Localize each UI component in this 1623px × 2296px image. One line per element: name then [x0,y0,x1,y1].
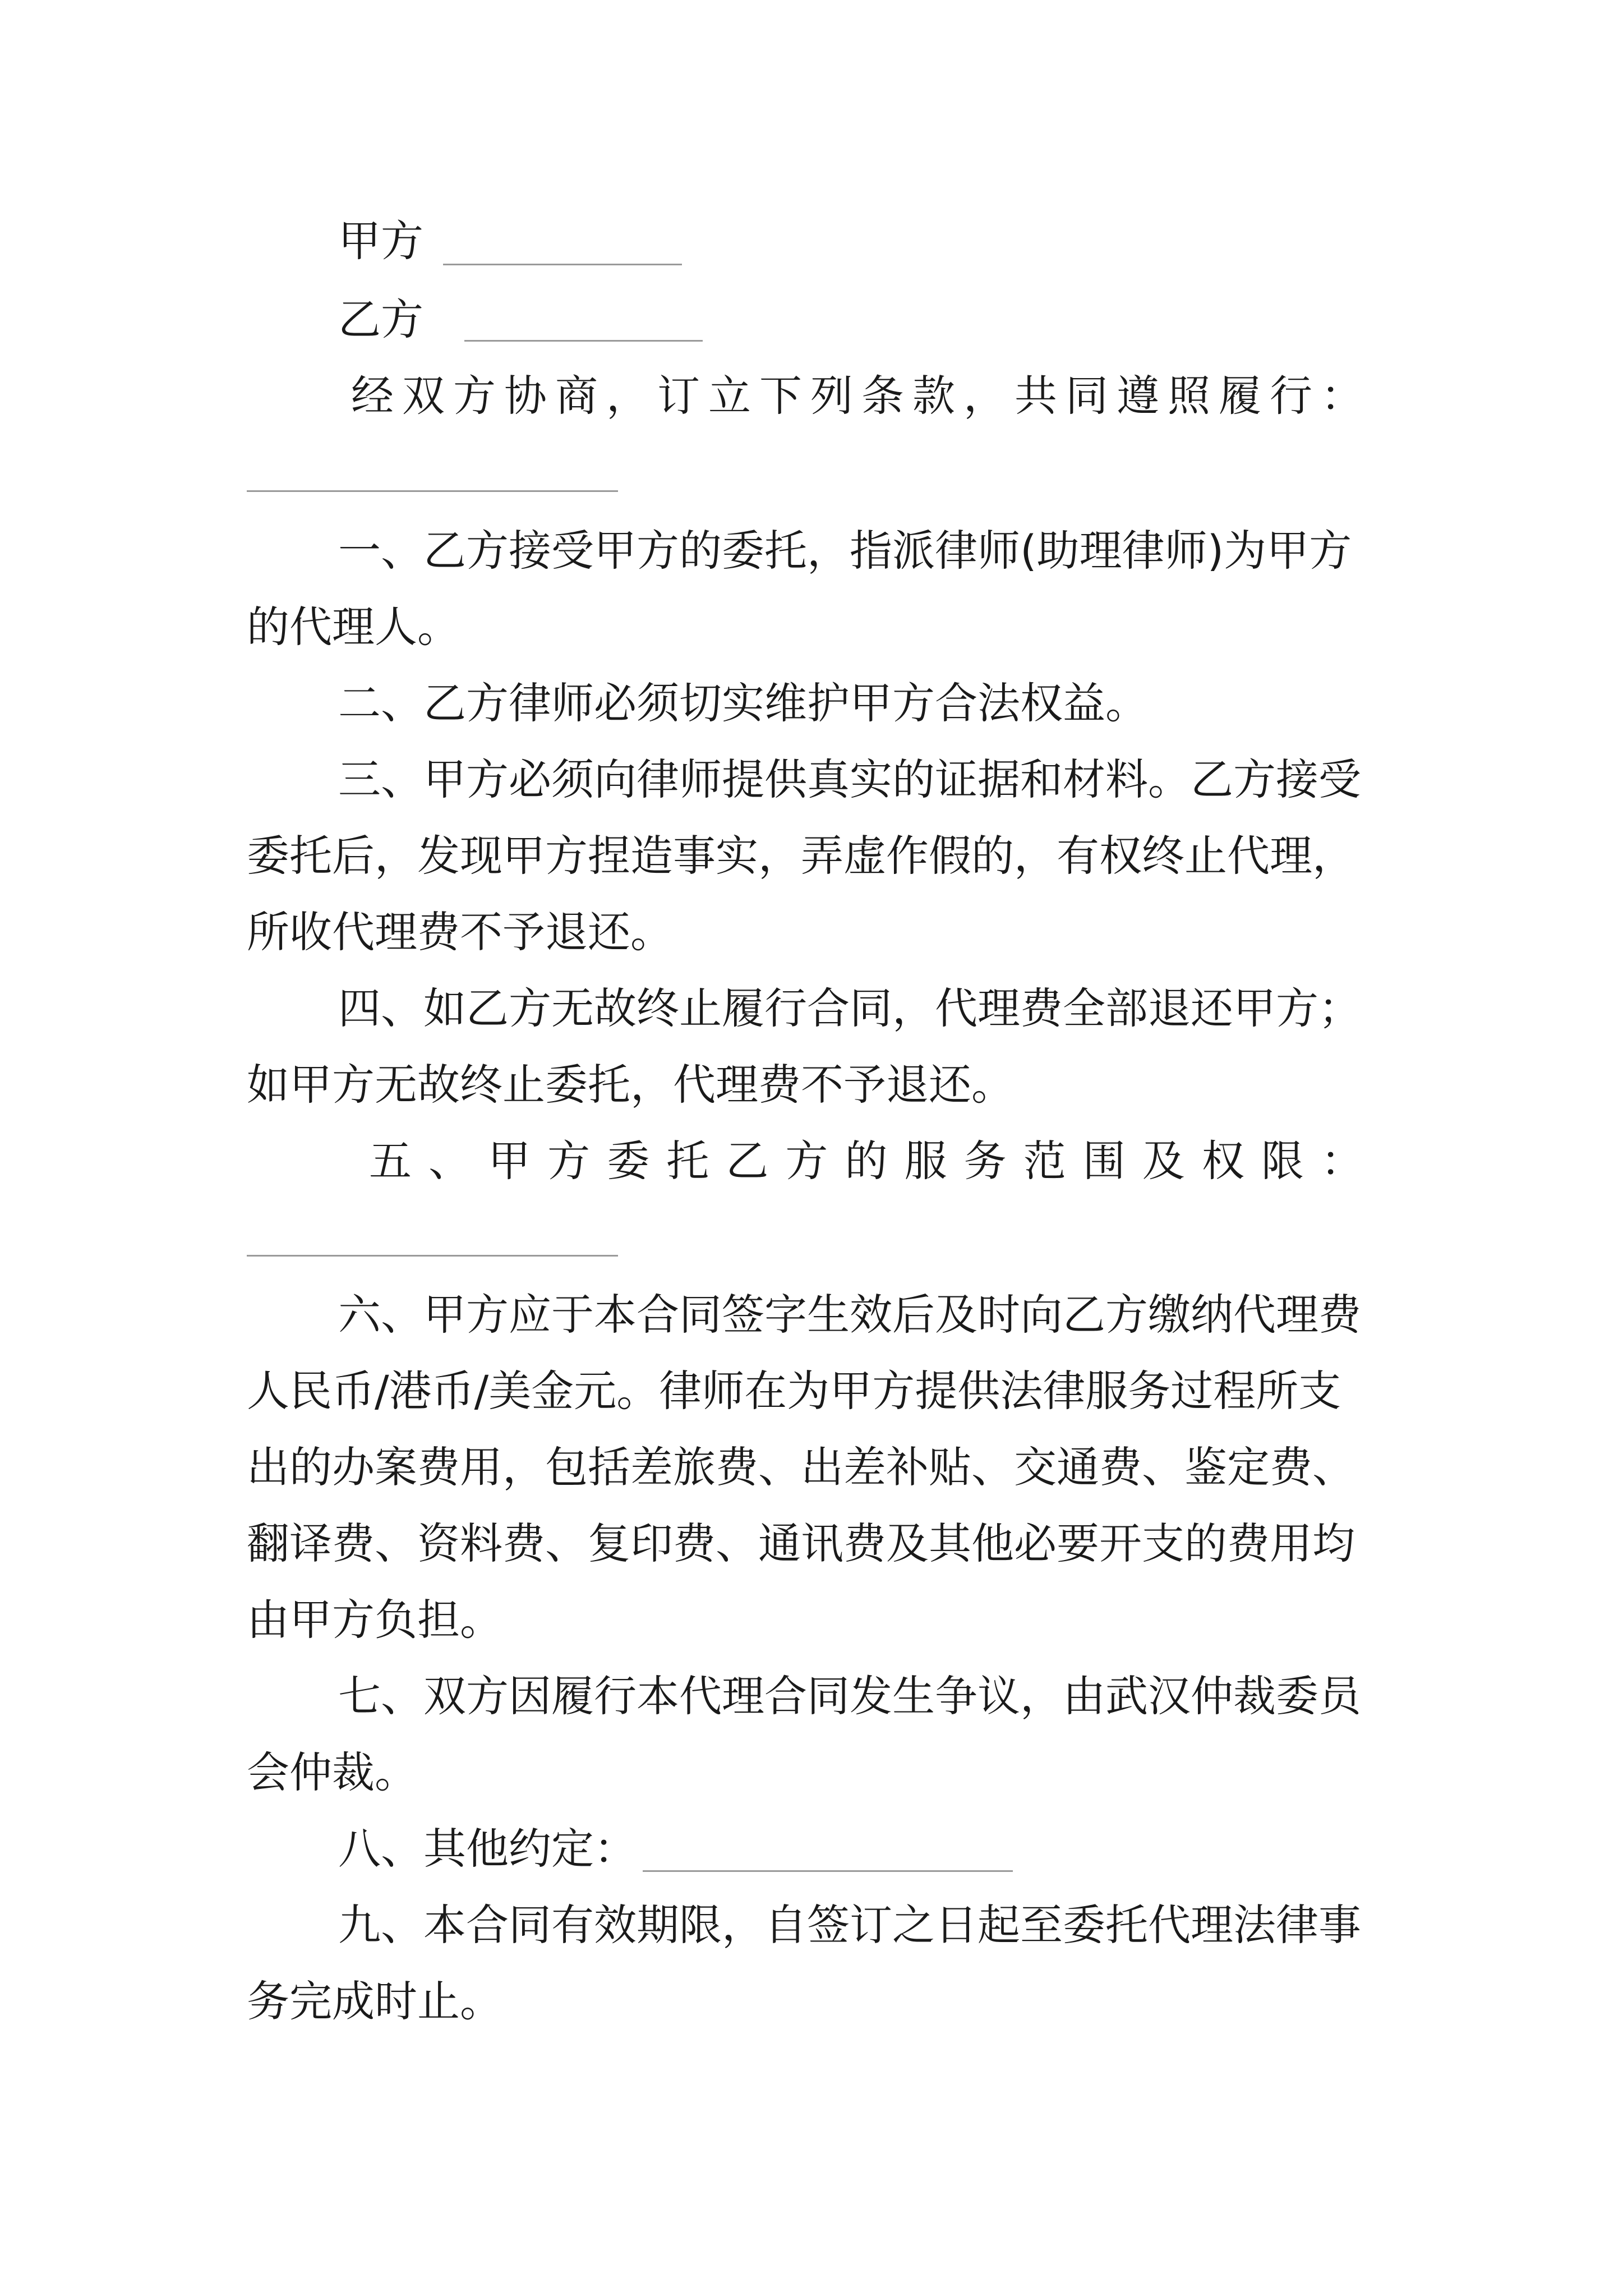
clause-1-line-1: 一、乙方接受甲方的委托，指派律师(助理律师)为甲方 [338,526,1352,576]
clause-3-line-2: 委托后，发现甲方捏造事实，弄虚作假的，有权终止代理， [247,831,1355,881]
party-b-blank [464,340,703,342]
clause-7-line-2: 会仲裁。 [247,1747,417,1797]
clause-9-line-2: 务完成时止。 [247,1976,502,2026]
clause-6-line-5: 由甲方负担。 [247,1595,502,1645]
clause-3-line-1: 三、甲方必须向律师提供真实的证据和材料。乙方接受 [338,754,1361,804]
clause-6-line-1: 六、甲方应于本合同签字生效后及时向乙方缴纳代理费 [338,1290,1361,1340]
clause-7-line-1: 七、双方因履行本代理合同发生争议，由武汉仲裁委员 [338,1671,1361,1721]
clause-5-line [369,1136,1363,1186]
party-b-label: 乙方 [338,295,423,344]
party-a-blank [443,264,682,265]
party-a-label: 甲方 [338,216,423,266]
clause-8-blank [643,1870,1013,1872]
clause-6-line-2: 人民币/港币/美金元。律师在为甲方提供法律服务过程所支 [247,1366,1341,1416]
preamble: 经双方协商，订立下列条款，共同遵照履行： [351,371,1363,421]
preamble-blank [247,490,618,492]
clause-9-line-1: 九、本合同有效期限，自签订之日起至委托代理法律事 [338,1900,1361,1950]
clause-4-line-1: 四、如乙方无故终止履行合同，代理费全部退还甲方； [338,983,1361,1033]
clause-5-line-1: 五、甲方委托乙方的服务范围及权限： [369,1136,1363,1186]
clause-6-line-3: 出的办案费用，包括差旅费、出差补贴、交通费、鉴定费、 [247,1442,1355,1492]
clause-5-blank [247,1255,618,1257]
clause-3-line-3: 所收代理费不予退还。 [247,907,673,957]
clause-4-line-2: 如甲方无故终止委托，代理费不予退还。 [247,1060,1014,1110]
clause-1-line-2: 的代理人。 [247,602,460,652]
clause-6-line-4: 翻译费、资料费、复印费、通讯费及其他必要开支的费用均 [247,1519,1355,1568]
preamble-line [351,371,1363,421]
clause-2-line-1: 二、乙方律师必须切实维护甲方合法权益。 [338,678,1148,728]
clause-8-line-1: 八、其他约定： [338,1824,637,1874]
